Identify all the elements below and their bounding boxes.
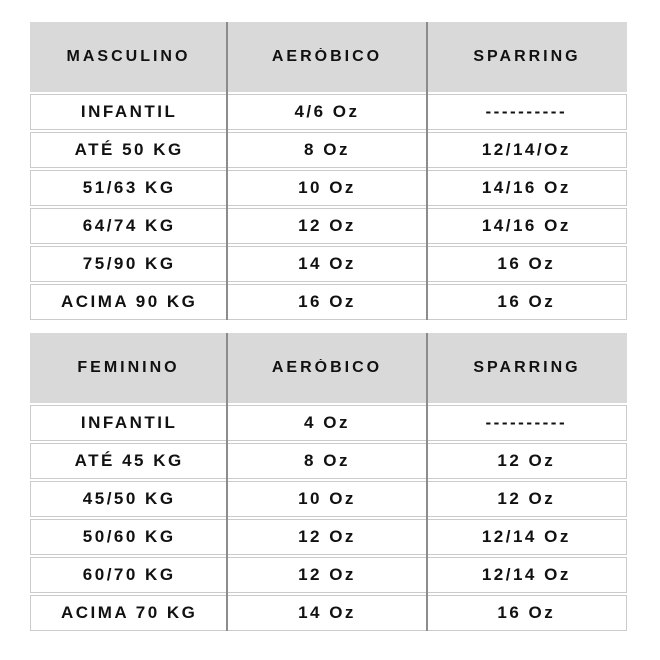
header-aerobico: AERÓBICO: [271, 48, 383, 65]
sparring-cell: 16 Oz: [497, 292, 556, 311]
feminino-header-row: [30, 333, 627, 403]
header-masculino: MASCULINO: [66, 48, 191, 65]
category-cell: ACIMA 90 KG: [60, 292, 198, 311]
category-cell: 51/63 KG: [82, 178, 176, 197]
table-row: [30, 595, 627, 631]
table-row: [30, 443, 627, 479]
table-row: [30, 405, 627, 441]
table-row: [30, 170, 627, 206]
table-row: [30, 557, 627, 593]
category-cell: 75/90 KG: [82, 254, 176, 273]
aerobico-cell: 8 Oz: [304, 140, 350, 159]
aerobico-cell: 8 Oz: [304, 451, 350, 470]
masculino-table: [30, 22, 627, 320]
aerobico-cell: 16 Oz: [298, 292, 356, 311]
feminino-table: [30, 333, 627, 631]
sparring-cell: 12 Oz: [497, 489, 556, 508]
sparring-cell: 14/16 Oz: [481, 178, 571, 197]
aerobico-cell: 4 Oz: [304, 413, 350, 432]
column-divider: [426, 22, 428, 320]
header-sparring: SPARRING: [473, 48, 581, 65]
sparring-cell: 16 Oz: [497, 254, 556, 273]
table-row: [30, 246, 627, 282]
aerobico-cell: 14 Oz: [298, 254, 356, 273]
sparring-cell: ----------: [485, 102, 568, 121]
sparring-cell: 16 Oz: [497, 603, 556, 622]
header-feminino: FEMININO: [77, 359, 180, 376]
table-row: [30, 208, 627, 244]
category-cell: ACIMA 70 KG: [60, 603, 198, 622]
sparring-cell: 12/14/Oz: [481, 140, 571, 159]
aerobico-cell: 14 Oz: [298, 603, 356, 622]
sparring-cell: 12 Oz: [497, 451, 556, 470]
sparring-cell: ----------: [485, 413, 568, 432]
aerobico-cell: 12 Oz: [298, 527, 356, 546]
category-cell: ATÉ 50 KG: [74, 140, 184, 159]
category-cell: 45/50 KG: [82, 489, 176, 508]
table-row: [30, 94, 627, 130]
aerobico-cell: 10 Oz: [298, 489, 356, 508]
sparring-cell: 14/16 Oz: [481, 216, 571, 235]
table-row: [30, 519, 627, 555]
column-divider: [226, 22, 228, 320]
category-cell: INFANTIL: [80, 102, 178, 121]
table-row: [30, 284, 627, 320]
header-sparring: SPARRING: [473, 359, 581, 376]
glove-size-charts: [30, 22, 627, 631]
column-divider: [426, 333, 428, 631]
table-row: [30, 132, 627, 168]
category-cell: 64/74 KG: [82, 216, 176, 235]
aerobico-cell: 12 Oz: [298, 565, 356, 584]
aerobico-cell: 10 Oz: [298, 178, 356, 197]
masculino-header-row: [30, 22, 627, 92]
sparring-cell: 12/14 Oz: [481, 565, 571, 584]
category-cell: 50/60 KG: [82, 527, 176, 546]
category-cell: INFANTIL: [80, 413, 178, 432]
category-cell: ATÉ 45 KG: [74, 451, 184, 470]
column-divider: [226, 333, 228, 631]
sparring-cell: 12/14 Oz: [481, 527, 571, 546]
table-row: [30, 481, 627, 517]
header-aerobico: AERÓBICO: [271, 359, 383, 376]
category-cell: 60/70 KG: [82, 565, 176, 584]
aerobico-cell: 12 Oz: [298, 216, 356, 235]
aerobico-cell: 4/6 Oz: [294, 102, 360, 121]
